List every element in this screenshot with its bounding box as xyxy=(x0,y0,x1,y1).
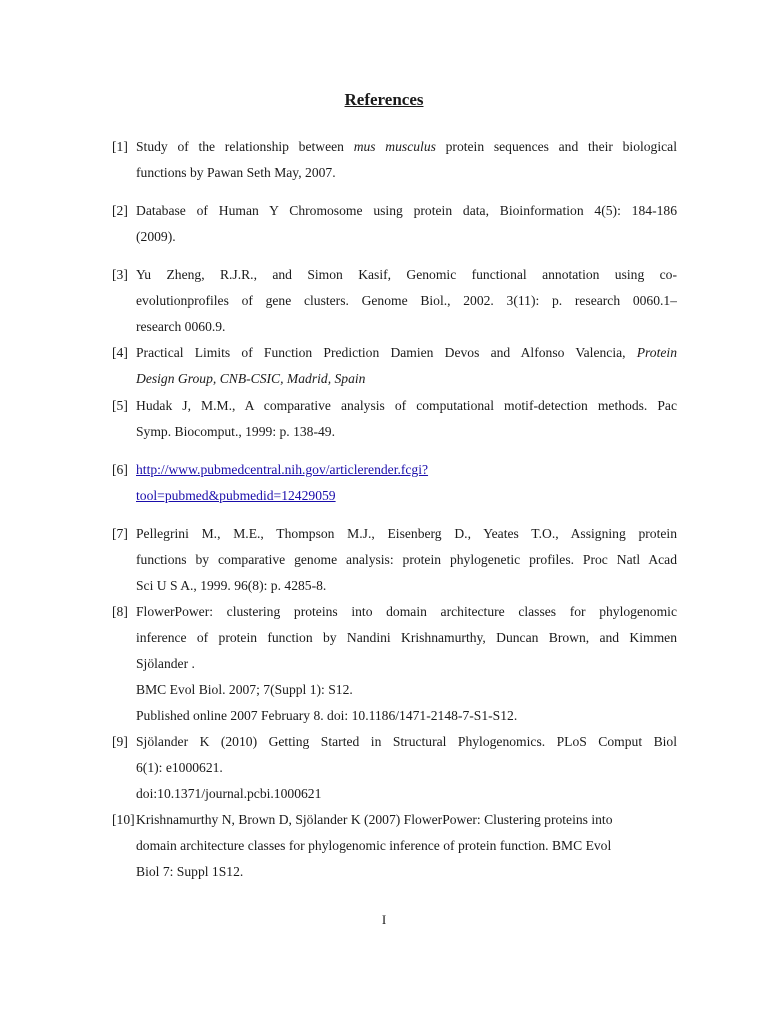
reference-url-link[interactable]: tool=pubmed&pubmedid=12429059 xyxy=(136,488,336,503)
reference-5 xyxy=(112,393,677,445)
reference-6 xyxy=(112,457,677,509)
reference-number: [4] xyxy=(112,345,128,360)
reference-line: doi:10.1371/journal.pcbi.1000621 xyxy=(136,786,322,801)
reference-line: Sjölander K (2010) Getting Started in Structural Phylogenomics. PLoS Comput Biol xyxy=(136,734,677,749)
reference-line: functions by Pawan Seth May, 2007. xyxy=(136,165,336,180)
reference-line: domain architecture classes for phylogenomic inference of protein function. BMC Evol xyxy=(136,838,612,853)
reference-10 xyxy=(112,807,677,885)
reference-line: Database of Human Y Chromosome using protein data, Bioinformation 4(5): 184-186 xyxy=(136,203,677,218)
reference-number: [9] xyxy=(112,734,128,749)
reference-line: Sci U S A., 1999. 96(8): p. 4285-8. xyxy=(136,578,327,593)
reference-line xyxy=(112,483,677,509)
reference-line: Yu Zheng, R.J.R., and Simon Kasif, Genomic functional annotation using co- xyxy=(136,267,677,282)
reference-line: Krishnamurthy N, Brown D, Sjölander K (2007) FlowerPower: Clustering proteins into xyxy=(136,812,613,827)
reference-line: 6(1): e1000621. xyxy=(136,760,223,775)
reference-line: Design Group, CNB-CSIC, Madrid, Spain xyxy=(136,371,366,386)
reference-line: Pellegrini M., M.E., Thompson M.J., Eisenberg D., Yeates T.O., Assigning protein xyxy=(136,526,677,541)
reference-line xyxy=(112,457,677,483)
reference-number: [2] xyxy=(112,203,128,218)
reference-number: [1] xyxy=(112,139,128,154)
reference-2 xyxy=(112,198,677,250)
reference-number: [6] xyxy=(112,462,128,477)
reference-line: Sjölander . xyxy=(136,656,195,671)
reference-number: [7] xyxy=(112,526,128,541)
reference-line: Biol 7: Suppl 1S12. xyxy=(136,864,244,879)
reference-line: Study of the relationship between mus musculus protein sequences and their biological xyxy=(136,139,677,154)
reference-line: functions by comparative genome analysis: protein phylogenetic profiles. Proc Natl Acad xyxy=(136,552,677,567)
reference-url-link[interactable]: http://www.pubmedcentral.nih.gov/articlerender.fcgi? xyxy=(136,462,429,477)
reference-4 xyxy=(112,340,677,392)
reference-1 xyxy=(112,134,677,186)
reference-line: Practical Limits of Function Prediction Damien Devos and Alfonso Valencia, Protein xyxy=(136,345,677,360)
reference-line: Symp. Biocomput., 1999: p. 138-49. xyxy=(136,424,336,439)
reference-line: Hudak J, M.M., A comparative analysis of computational motif-detection methods. Pac xyxy=(136,398,677,413)
reference-9 xyxy=(112,729,677,807)
reference-line: BMC Evol Biol. 2007; 7(Suppl 1): S12. xyxy=(136,682,353,697)
reference-8 xyxy=(112,599,677,729)
reference-number: [5] xyxy=(112,398,128,413)
page-title: References xyxy=(344,90,424,109)
reference-3 xyxy=(112,262,677,340)
reference-number: [3] xyxy=(112,267,128,282)
reference-7 xyxy=(112,521,677,599)
reference-line: (2009). xyxy=(136,229,176,244)
reference-number: [10] xyxy=(112,812,135,827)
reference-number: [8] xyxy=(112,604,128,619)
reference-line: Published online 2007 February 8. doi: 10.1186/1471-2148-7-S1-S12. xyxy=(136,708,518,723)
reference-line: inference of protein function by Nandini Krishnamurthy, Duncan Brown, and Kimmen xyxy=(136,630,677,645)
reference-line: research 0060.9. xyxy=(136,319,226,334)
page-number: I xyxy=(381,912,387,927)
reference-line: FlowerPower: clustering proteins into domain architecture classes for phylogenomic xyxy=(136,604,677,619)
reference-line: evolutionprofiles of gene clusters. Genome Biol., 2002. 3(11): p. research 0060.1– xyxy=(136,293,677,308)
